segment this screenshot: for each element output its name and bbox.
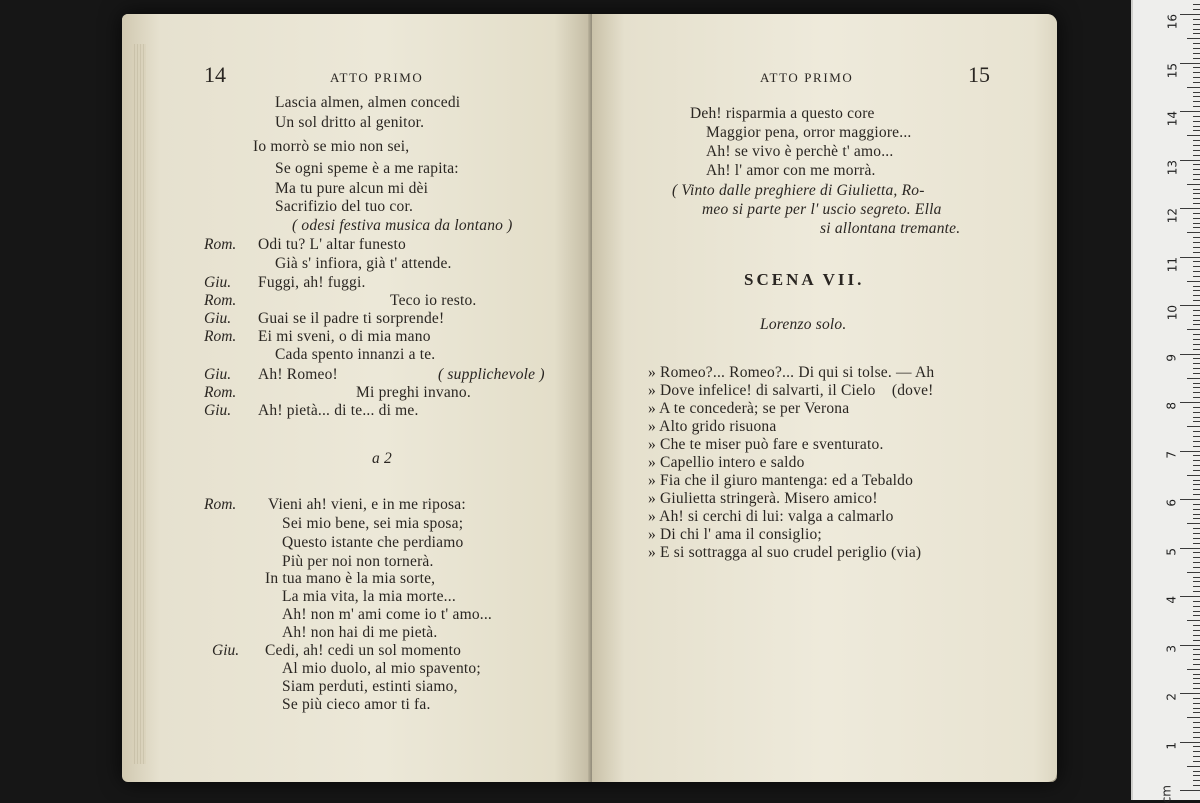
ruler-tick: [1187, 620, 1200, 621]
verse-line: Ah! non m' ami come io t' amo...: [282, 606, 493, 623]
ruler-tick: [1193, 586, 1200, 587]
ruler-tick: [1193, 334, 1200, 335]
ruler-tick: [1193, 606, 1200, 607]
monologue-line: » Ah! si cerchi di lui: valga a calmarlo: [648, 508, 894, 525]
verse-line: Ei mi sveni, o di mia mano: [258, 328, 431, 345]
ruler-tick: [1193, 213, 1200, 214]
ruler-tick: [1193, 649, 1200, 650]
ruler-tick: [1193, 722, 1200, 723]
ruler-tick: [1193, 218, 1200, 219]
left-page-header: ATTO PRIMO: [330, 70, 424, 85]
ruler-tick: [1193, 193, 1200, 194]
measuring-ruler: [1131, 0, 1200, 803]
ruler-tick: [1180, 742, 1200, 743]
ruler-tick: [1193, 489, 1200, 490]
ruler-tick: [1193, 96, 1200, 97]
verse-line: Se più cieco amor ti fa.: [282, 696, 431, 713]
ruler-tick: [1193, 737, 1200, 738]
ruler-tick: [1187, 669, 1200, 670]
ruler-tick: [1187, 87, 1200, 88]
verse-line: Odi tu? L' altar funesto: [258, 236, 406, 253]
ruler-tick: [1193, 761, 1200, 762]
verse-line: Fuggi, ah! fuggi.: [258, 274, 366, 291]
ruler-tick: [1193, 358, 1200, 359]
ruler-tick: [1193, 252, 1200, 253]
ruler-tick: [1193, 509, 1200, 510]
ruler-tick: [1193, 169, 1200, 170]
speaker-label: Rom.: [204, 384, 237, 401]
left-page: [122, 14, 592, 782]
ruler-tick: [1193, 130, 1200, 131]
ruler-tick: [1193, 4, 1200, 5]
ruler-tick: [1193, 538, 1200, 539]
ruler-tick: [1193, 33, 1200, 34]
ruler-tick: [1193, 494, 1200, 495]
ruler-tick: [1193, 82, 1200, 83]
ruler-tick: [1193, 286, 1200, 287]
ruler-tick: [1193, 392, 1200, 393]
ruler-tick: [1193, 615, 1200, 616]
monologue-line: » Che te miser può fare e sventurato.: [648, 436, 884, 453]
ruler-tick: [1180, 499, 1200, 500]
ruler-unit-label: cm: [1159, 785, 1173, 803]
ruler-tick: [1180, 693, 1200, 694]
speaker-label: Rom.: [204, 236, 237, 253]
ruler-tick: [1193, 562, 1200, 563]
ruler-tick: [1193, 189, 1200, 190]
ruler-tick: [1193, 324, 1200, 325]
monologue-line: » Romeo?... Romeo?... Di qui si tolse. — Ah: [648, 364, 935, 381]
monologue-line: » Capellio intero e saldo: [648, 454, 805, 471]
ruler-tick: [1193, 732, 1200, 733]
ruler-tick: [1180, 451, 1200, 452]
verse-line: Più per noi non tornerà.: [282, 553, 434, 570]
verse-line: Sacrifizio del tuo cor.: [275, 198, 414, 215]
verse-line: Ma tu pure alcun mi dèi: [275, 180, 429, 197]
ruler-tick: [1193, 417, 1200, 418]
ruler-tick: [1193, 48, 1200, 49]
speaker-label: Giu.: [212, 642, 240, 659]
ruler-tick: [1193, 29, 1200, 30]
monologue-line: » Giulietta stringerà. Misero amico!: [648, 490, 878, 507]
ruler-tick: [1180, 645, 1200, 646]
monologue-line: » Fia che il giuro mantenga: ed a Tebaldo: [648, 472, 914, 489]
ruler-tick: [1193, 387, 1200, 388]
verse-line: Ah! non hai di me pietà.: [282, 624, 438, 641]
ruler-tick: [1193, 397, 1200, 398]
scene-title: SCENA VII.: [744, 270, 865, 289]
ruler-tick: [1193, 601, 1200, 602]
ruler-number: 14: [1165, 111, 1179, 127]
ruler-tick: [1193, 514, 1200, 515]
ruler-tick: [1187, 329, 1200, 330]
ruler-tick: [1193, 67, 1200, 68]
ruler-tick: [1193, 174, 1200, 175]
ruler-tick: [1193, 179, 1200, 180]
ruler-tick: [1193, 421, 1200, 422]
ruler-tick: [1193, 543, 1200, 544]
ruler-tick: [1193, 674, 1200, 675]
ruler-number: 7: [1165, 450, 1179, 459]
ruler-tick: [1193, 780, 1200, 781]
ruler-tick: [1180, 14, 1200, 15]
ruler-tick: [1180, 596, 1200, 597]
ruler-tick: [1193, 261, 1200, 262]
verse-line: Lascia almen, almen concedi: [275, 94, 461, 111]
ruler-tick: [1187, 38, 1200, 39]
ruler-tick: [1193, 320, 1200, 321]
ruler-tick: [1187, 281, 1200, 282]
ruler-tick: [1180, 354, 1200, 355]
monologue-line: » Di chi l' ama il consiglio;: [648, 526, 822, 543]
ruler-tick: [1193, 581, 1200, 582]
ruler-tick: [1193, 339, 1200, 340]
ruler-tick: [1193, 310, 1200, 311]
verse-line: Questo istante che perdiamo: [282, 534, 464, 551]
left-page-number: 14: [204, 62, 226, 87]
speaker-label: Rom.: [204, 496, 237, 513]
ruler-tick: [1193, 775, 1200, 776]
ruler-tick: [1187, 475, 1200, 476]
ruler-tick: [1193, 295, 1200, 296]
ruler-tick: [1193, 155, 1200, 156]
ruler-tick: [1193, 577, 1200, 578]
ruler-tick: [1187, 135, 1200, 136]
ruler-tick: [1180, 548, 1200, 549]
ruler-tick: [1193, 698, 1200, 699]
ruler-tick: [1193, 470, 1200, 471]
monologue-line: » E si sottragga al suo crudel periglio (via): [648, 544, 922, 561]
stage-direction: si allontana tremante.: [820, 220, 961, 237]
right-page: [592, 14, 1057, 782]
ruler-tick: [1193, 557, 1200, 558]
ruler-tick: [1193, 625, 1200, 626]
ruler-tick: [1193, 116, 1200, 117]
monologue-line: » A te concederà; se per Verona: [648, 400, 850, 417]
ruler-tick: [1193, 446, 1200, 447]
ruler-tick: [1193, 126, 1200, 127]
ruler-tick: [1193, 150, 1200, 151]
scene-subtitle: Lorenzo solo.: [760, 316, 847, 333]
verse-line: Sei mio bene, sei mia sposa;: [282, 515, 464, 532]
ruler-number: 15: [1165, 62, 1179, 78]
ruler-tick: [1193, 678, 1200, 679]
ruler-tick: [1193, 290, 1200, 291]
stage-direction: ( odesi festiva musica da lontano ): [292, 217, 513, 234]
ruler-tick: [1180, 790, 1200, 791]
ruler-tick: [1193, 591, 1200, 592]
ruler-tick: [1193, 24, 1200, 25]
monologue-line: » Dove infelice! di salvarti, il Cielo (dove!: [648, 382, 934, 399]
ruler-tick: [1193, 727, 1200, 728]
verse-line: Se ogni speme è a me rapita:: [275, 160, 459, 177]
ruler-tick: [1193, 635, 1200, 636]
ruler-tick: [1180, 402, 1200, 403]
ruler-tick: [1180, 63, 1200, 64]
verse-line: Ah! Romeo!: [258, 366, 338, 383]
ruler-tick: [1180, 111, 1200, 112]
ruler-tick: [1193, 518, 1200, 519]
ruler-number: 11: [1165, 256, 1179, 272]
ruler-tick: [1193, 431, 1200, 432]
ruler-tick: [1193, 237, 1200, 238]
ruler-number: 1: [1165, 741, 1179, 750]
verse-line: Deh! risparmia a questo core: [690, 105, 875, 122]
ruler-tick: [1187, 426, 1200, 427]
ruler-tick: [1193, 480, 1200, 481]
ruler-number: 5: [1165, 547, 1179, 556]
ruler-tick: [1193, 72, 1200, 73]
verse-line: Già s' infiora, già t' attende.: [275, 255, 452, 272]
speaker-label: Giu.: [204, 274, 232, 291]
ruler-tick: [1187, 766, 1200, 767]
verse-line: Un sol dritto al genitor.: [275, 114, 425, 131]
ruler-tick: [1193, 242, 1200, 243]
ruler-tick: [1187, 523, 1200, 524]
speaker-label: Rom.: [204, 328, 237, 345]
verse-line: Ah! l' amor con me morrà.: [706, 162, 876, 179]
verse-line: Cada spento innanzi a te.: [275, 346, 436, 363]
right-page-header: ATTO PRIMO: [760, 70, 854, 85]
ruler-tick: [1193, 746, 1200, 747]
ruler-tick: [1193, 203, 1200, 204]
verse-line: Cedi, ah! cedi un sol momento: [265, 642, 462, 659]
stage-direction: ( Vinto dalle preghiere di Giulietta, Ro-: [672, 182, 925, 199]
ruler-tick: [1180, 305, 1200, 306]
ruler-tick: [1193, 92, 1200, 93]
stage-direction: meo si parte per l' uscio segreto. Ella: [702, 201, 942, 218]
ruler-tick: [1193, 683, 1200, 684]
ruler-tick: [1193, 266, 1200, 267]
verse-line: Ah! pietà... di te... di me.: [258, 402, 419, 419]
ruler-number: 9: [1165, 353, 1179, 362]
speaker-label: Giu.: [204, 366, 232, 383]
page-edges: [132, 44, 146, 764]
verse-line: La mia vita, la mia morte...: [282, 588, 456, 605]
ruler-tick: [1193, 223, 1200, 224]
ruler-tick: [1193, 533, 1200, 534]
ruler-tick: [1193, 164, 1200, 165]
ruler-number: 4: [1165, 596, 1179, 604]
speaker-label: Rom.: [204, 292, 237, 309]
verse-line: Vieni ah! vieni, e in me riposa:: [268, 496, 466, 513]
ruler-number: 13: [1165, 159, 1179, 175]
ruler-tick: [1193, 383, 1200, 384]
ruler-tick: [1193, 712, 1200, 713]
ruler-tick: [1193, 247, 1200, 248]
ruler-tick: [1193, 315, 1200, 316]
ruler-tick: [1193, 785, 1200, 786]
ruler-tick: [1193, 9, 1200, 10]
ruler-tick: [1193, 771, 1200, 772]
verse-line: Ah! se vivo è perchè t' amo...: [706, 143, 894, 160]
ruler-tick: [1193, 703, 1200, 704]
verse-line: Io morrò se mio non sei,: [253, 138, 410, 155]
ruler-tick: [1193, 484, 1200, 485]
ruler-tick: [1180, 208, 1200, 209]
speaker-label: Giu.: [204, 402, 232, 419]
ruler-number: 8: [1165, 402, 1179, 410]
ruler-tick: [1193, 227, 1200, 228]
ruler-tick: [1193, 121, 1200, 122]
ruler-tick: [1193, 465, 1200, 466]
monologue-line: » Alto grido risuona: [648, 418, 777, 435]
ruler-number: 12: [1165, 208, 1179, 224]
ruler-tick: [1193, 756, 1200, 757]
ruler-tick: [1187, 232, 1200, 233]
ruler-tick: [1193, 363, 1200, 364]
ruler-tick: [1193, 271, 1200, 272]
ruler-tick: [1193, 344, 1200, 345]
duet-marker: a 2: [372, 450, 392, 467]
verse-line: Al mio duolo, al mio spavento;: [282, 660, 481, 677]
ruler-tick: [1187, 378, 1200, 379]
ruler-tick: [1193, 368, 1200, 369]
ruler-tick: [1193, 436, 1200, 437]
ruler-tick: [1193, 373, 1200, 374]
ruler-tick: [1193, 708, 1200, 709]
ruler-tick: [1193, 106, 1200, 107]
ruler-tick: [1193, 198, 1200, 199]
ruler-tick: [1193, 145, 1200, 146]
ruler-tick: [1193, 53, 1200, 54]
verse-line: Siam perduti, estinti siamo,: [282, 678, 458, 695]
ruler-tick: [1193, 751, 1200, 752]
verse-line: Mi preghi invano.: [356, 384, 471, 401]
ruler-tick: [1193, 77, 1200, 78]
ruler-number: 6: [1165, 499, 1179, 507]
verse-line: Teco io resto.: [390, 292, 477, 309]
ruler-tick: [1193, 664, 1200, 665]
ruler-tick: [1193, 407, 1200, 408]
ruler-tick: [1187, 572, 1200, 573]
ruler-tick: [1193, 504, 1200, 505]
ruler-tick: [1193, 688, 1200, 689]
ruler-tick: [1180, 160, 1200, 161]
ruler-number: 16: [1165, 14, 1179, 30]
ruler-tick: [1193, 101, 1200, 102]
ruler-tick: [1187, 717, 1200, 718]
ruler-tick: [1193, 300, 1200, 301]
verse-line: In tua mano è la mia sorte,: [265, 570, 436, 587]
ruler-tick: [1193, 528, 1200, 529]
verse-line: Maggior pena, orror maggiore...: [706, 124, 912, 141]
ruler-tick: [1193, 140, 1200, 141]
ruler-tick: [1193, 654, 1200, 655]
ruler-tick: [1193, 630, 1200, 631]
ruler-tick: [1193, 659, 1200, 660]
ruler-tick: [1193, 19, 1200, 20]
speaker-label: Giu.: [204, 310, 232, 327]
ruler-tick: [1193, 640, 1200, 641]
ruler-number: 2: [1165, 693, 1179, 701]
ruler-tick: [1193, 412, 1200, 413]
right-page-number: 15: [968, 62, 990, 87]
verse-line: Guai se il padre ti sorprende!: [258, 310, 445, 327]
ruler-tick: [1193, 460, 1200, 461]
ruler-number: 10: [1165, 305, 1179, 321]
ruler-number: 3: [1165, 644, 1179, 653]
ruler-tick: [1187, 184, 1200, 185]
ruler-tick: [1193, 611, 1200, 612]
ruler-tick: [1193, 552, 1200, 553]
open-book: [122, 14, 1057, 782]
stage-direction: ( supplichevole ): [438, 366, 545, 383]
ruler-tick: [1193, 349, 1200, 350]
ruler-tick: [1180, 257, 1200, 258]
ruler-tick: [1193, 58, 1200, 59]
ruler-tick: [1193, 43, 1200, 44]
ruler-tick: [1193, 276, 1200, 277]
ruler-tick: [1193, 441, 1200, 442]
ruler-tick: [1193, 455, 1200, 456]
ruler-tick: [1193, 567, 1200, 568]
